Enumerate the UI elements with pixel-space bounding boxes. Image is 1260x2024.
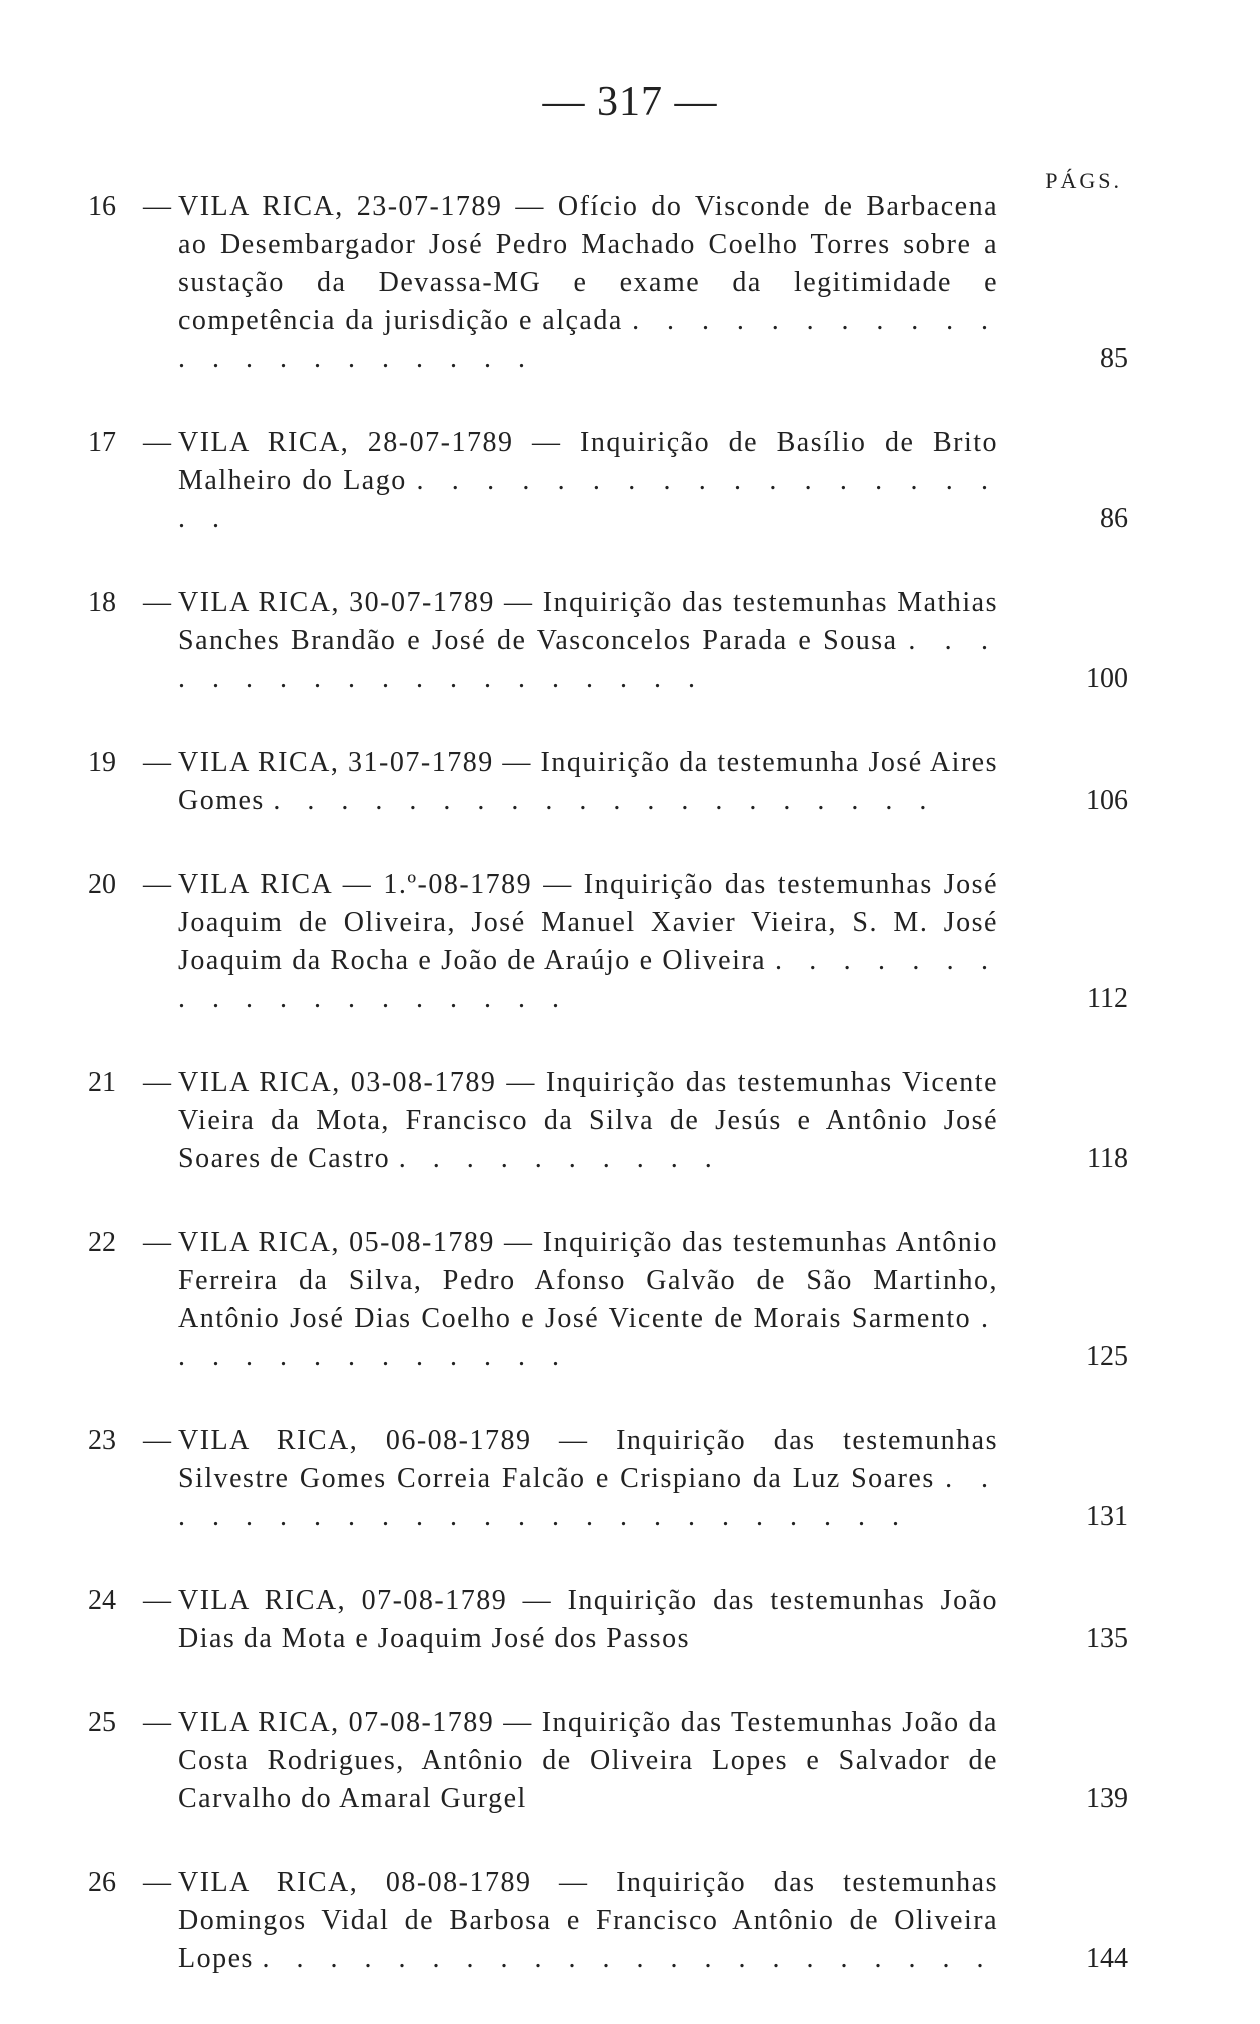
entry-text: VILA RICA, 31-07-1789 — Inquirição da testemunha José Aires Gomes — [178, 747, 998, 816]
entry-dash: — — [143, 427, 171, 458]
entry-text: VILA RICA, 03-08-1789 — Inquirição das testemunhas Vicente Vieira da Mota, Francisco da Silva de Jesús e Antônio José Soares de Castro — [178, 1067, 998, 1174]
entry-dash: — — [143, 587, 171, 618]
entry-description — [178, 584, 998, 698]
entry-text: VILA RICA, 05-08-1789 — Inquirição das testemunhas Antônio Ferreira da Silva, Pedro Afonso Galvão de São Martinho, Antônio José Dias Coelho e José Vicente de Morais Sarmento — [178, 1227, 998, 1334]
entry-text: VILA RICA, 06-08-1789 — Inquirição das testemunhas Silvestre Gomes Correia Falcão e Crispiano da Luz Soares — [178, 1425, 998, 1494]
toc-entry-25 — [88, 1704, 1128, 1818]
toc-entry-18 — [88, 584, 1128, 698]
entry-dash: — — [143, 747, 171, 778]
entry-description — [178, 1064, 998, 1178]
entry-number: 20 — [88, 869, 116, 900]
entry-number: 21 — [88, 1067, 116, 1098]
toc-entry-17 — [88, 424, 1128, 538]
entry-page-number: 106 — [1086, 785, 1128, 816]
dot-leader: . . . . . . . . . . . . . . . . . . . . . . — [262, 1943, 994, 1974]
dot-leader: . . . . . . . . . . . . . . . . . . . . . . — [178, 305, 999, 374]
entry-page-number: 125 — [1086, 1341, 1128, 1372]
entry-page-number: 144 — [1086, 1943, 1128, 1974]
dot-leader: . . . . . . . . . . . . . . . . . . . . . . . . — [178, 1463, 999, 1532]
pages-column-label: PÁGS. — [1045, 168, 1122, 193]
entry-text: VILA RICA, 30-07-1789 — Inquirição das testemunhas Mathias Sanches Brandão e José de Vasconcelos Parada e Sousa — [178, 587, 998, 656]
toc-entry-16 — [88, 188, 1128, 378]
entry-dash: — — [143, 1425, 171, 1456]
dot-leader: . . . . . . . . . . . . . . . . . . . — [178, 625, 998, 694]
entry-text: VILA RICA — 1.º-08-1789 — Inquirição das testemunhas José Joaquim de Oliveira, José Manuel Xavier Vieira, S. M. José Joaquim da Rocha e João de Araújo e Oliveira — [178, 869, 998, 976]
entry-description — [178, 424, 998, 538]
entry-page-number: 135 — [1086, 1623, 1128, 1654]
toc-entry-22 — [88, 1224, 1128, 1376]
entry-description — [178, 1224, 998, 1376]
dot-leader: . . . . . . . . . . . . . . . . . . . — [178, 465, 999, 534]
entry-number: 22 — [88, 1227, 116, 1258]
entry-text: VILA RICA, 07-08-1789 — Inquirição das Testemunhas João da Costa Rodrigues, Antônio de Oliveira Lopes e Salvador de Carvalho do Amaral Gurgel — [178, 1707, 998, 1814]
entry-description — [178, 744, 998, 820]
entry-dash: — — [143, 1585, 171, 1616]
entry-text: VILA RICA, 23-07-1789 — Ofício do Visconde de Barbacena ao Desembargador José Pedro Machado Coelho Torres sobre a sustação da Devassa-MG e exame da legitimidade e competência da jurisdição e alçada — [178, 191, 998, 336]
dot-leader: . . . . . . . . . . . . . — [178, 1303, 999, 1372]
toc-entry-24 — [88, 1582, 1128, 1658]
dot-leader: . . . . . . . . . . — [398, 1143, 722, 1174]
entry-dash: — — [143, 1707, 171, 1738]
entry-description — [178, 188, 998, 378]
toc-entry-23 — [88, 1422, 1128, 1536]
entry-page-number: 118 — [1087, 1143, 1128, 1174]
entry-dash: — — [143, 1867, 171, 1898]
entry-text: VILA RICA, 28-07-1789 — Inquirição de Basílio de Brito Malheiro do Lago — [178, 427, 998, 496]
entry-dash: — — [143, 1227, 171, 1258]
entry-dash: — — [143, 191, 171, 222]
entry-number: 19 — [88, 747, 116, 778]
entry-description — [178, 1864, 998, 1978]
entry-number: 24 — [88, 1585, 116, 1616]
entry-page-number: 100 — [1086, 663, 1128, 694]
entry-page-number: 85 — [1100, 343, 1128, 374]
entry-text: VILA RICA, 08-08-1789 — Inquirição das testemunhas Domingos Vidal de Barbosa e Francisco Antônio de Oliveira Lopes — [178, 1867, 998, 1974]
entry-description — [178, 866, 998, 1018]
entry-number: 26 — [88, 1867, 116, 1898]
entry-number: 18 — [88, 587, 116, 618]
page-number: — 317 — — [542, 79, 718, 125]
entry-number: 25 — [88, 1707, 116, 1738]
entry-page-number: 86 — [1100, 503, 1128, 534]
entry-number: 16 — [88, 191, 116, 222]
toc-entry-19 — [88, 744, 1128, 820]
entry-page-number: 112 — [1087, 983, 1128, 1014]
entry-page-number: 131 — [1086, 1501, 1128, 1532]
entry-description — [178, 1582, 998, 1658]
entry-dash: — — [143, 869, 171, 900]
table-of-contents — [88, 188, 1128, 2024]
entry-page-number: 139 — [1086, 1783, 1128, 1814]
entry-number: 17 — [88, 427, 116, 458]
entry-description — [178, 1422, 998, 1536]
dot-leader: . . . . . . . . . . . . . . . . . . . — [178, 945, 999, 1014]
toc-entry-21 — [88, 1064, 1128, 1178]
toc-entry-20 — [88, 866, 1128, 1018]
entry-description — [178, 1704, 998, 1818]
entry-number: 23 — [88, 1425, 116, 1456]
toc-entry-26 — [88, 1864, 1128, 1978]
entry-text: VILA RICA, 07-08-1789 — Inquirição das testemunhas João Dias da Mota e Joaquim José dos Passos — [178, 1585, 998, 1654]
dot-leader: . . . . . . . . . . . . . . . . . . . . — [273, 785, 937, 816]
entry-dash: — — [143, 1067, 171, 1098]
